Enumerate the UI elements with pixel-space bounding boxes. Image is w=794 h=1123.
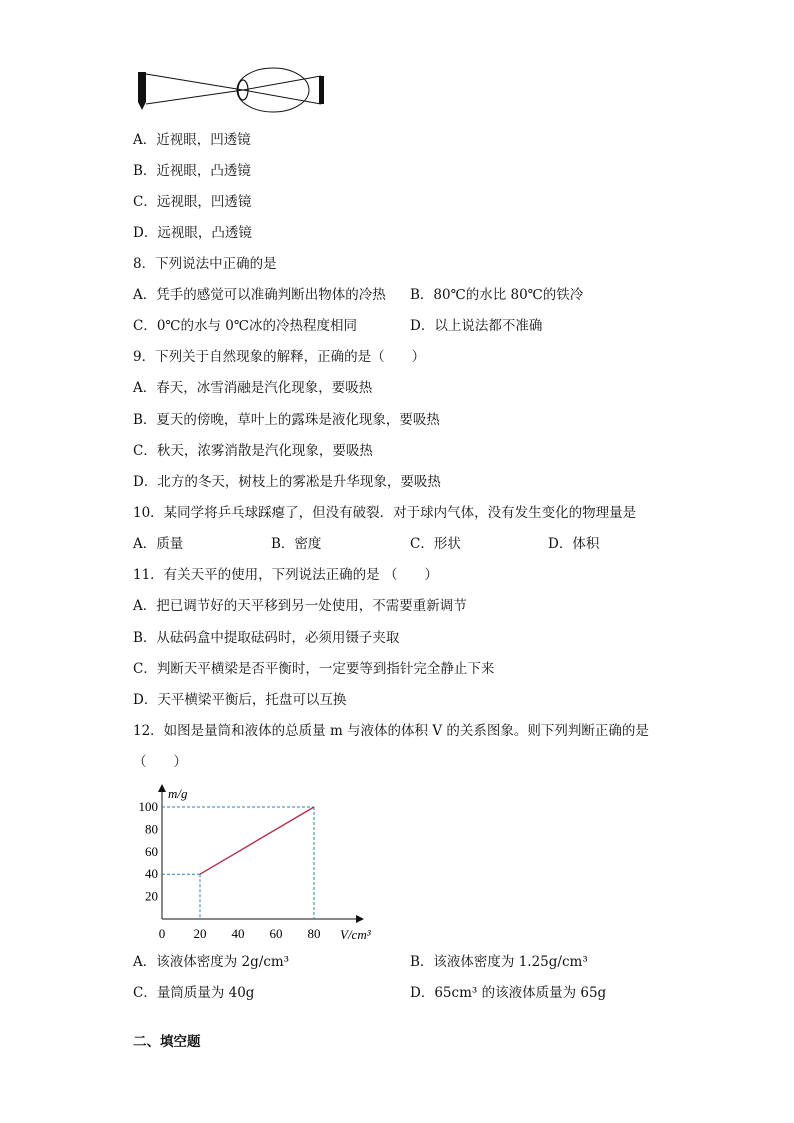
q8-option-b: B．80℃的水比 80℃的铁冷: [410, 287, 584, 303]
q9-option-b: B．夏天的傍晚，草叶上的露珠是液化现象，要吸热: [133, 412, 440, 428]
q11-stem: 11．有关天平的使用，下列说法正确的是 （ ）: [133, 567, 438, 583]
pencil-object-icon: [138, 72, 146, 110]
q7-option-d: D．远视眼，凸透镜: [133, 225, 252, 241]
y-tick-label: 40: [145, 866, 158, 882]
q8-option-c: C．0℃的水与 0℃冰的冷热程度相同: [133, 318, 358, 334]
eye-diagram: [133, 66, 333, 116]
q8-option-d: D．以上说法都不准确: [410, 318, 543, 334]
data-series-line: [200, 807, 314, 874]
q10-option-d: D．体积: [548, 536, 600, 552]
x-tick-label: 60: [269, 926, 283, 941]
q12-option-c: C．量筒质量为 40g: [133, 985, 255, 1001]
q9-stem: 9．下列关于自然现象的解释，正确的是（ ）: [133, 349, 426, 365]
q12-option-d: D．65cm³ 的该液体质量为 65g: [410, 985, 607, 1001]
q7-option-a: A．近视眼，凹透镜: [133, 132, 251, 148]
q10-option-c: C．形状: [410, 536, 461, 552]
section-heading: 二、填空题: [133, 1034, 201, 1050]
q9-option-a: A．春天，冰雪消融是汽化现象，要吸热: [133, 380, 373, 396]
q11-option-d: D．天平横梁平衡后，托盘可以互换: [133, 692, 347, 708]
q10-option-b: B．密度: [271, 536, 322, 552]
q12-option-a: A．该液体密度为 2g/cm³: [133, 954, 290, 970]
y-tick-label: 100: [138, 799, 158, 814]
q9-option-c: C．秋天，浓雾消散是汽化现象，要吸热: [133, 443, 373, 459]
q11-option-b: B．从砝码盒中提取砝码时，必须用镊子夹取: [133, 630, 400, 646]
q9-option-d: D．北方的冬天，树枝上的雾凇是升华现象，要吸热: [133, 474, 441, 490]
q7-option-b: B．近视眼，凸透镜: [133, 163, 251, 179]
q8-option-a: A．凭手的感觉可以准确判断出物体的冷热: [133, 287, 386, 303]
q12-stem: 12．如图是量筒和液体的总质量 m 与液体的体积 V 的关系图象。则下列判断正确的是: [133, 723, 649, 739]
q8-stem: 8．下列说法中正确的是: [133, 256, 277, 272]
x-tick-label: 0: [158, 926, 166, 941]
y-tick-label: 20: [145, 888, 158, 904]
q10-option-a: A．质量: [133, 536, 184, 552]
y-tick-label: 80: [145, 821, 158, 837]
q10-stem: 10．某同学将乒乓球踩瘪了，但没有破裂．对于球内气体，没有发生变化的物理量是: [133, 505, 637, 521]
y-axis-label: m/g: [168, 786, 188, 801]
q11-option-c: C．判断天平横梁是否平衡时，一定要等到指针完全静止下来: [133, 661, 495, 677]
q12-option-b: B．该液体密度为 1.25g/cm³: [410, 954, 588, 970]
x-tick-label: 20: [193, 926, 207, 941]
x-axis-label: V/cm³: [340, 927, 371, 942]
x-tick-label: 40: [231, 926, 245, 941]
y-tick-label: 60: [145, 843, 158, 859]
inverted-image-icon: [319, 76, 324, 104]
q12-answer-blank: （ ）: [133, 754, 187, 770]
q7-option-c: C．远视眼，凹透镜: [133, 194, 252, 210]
mass-volume-chart: [130, 778, 390, 948]
x-tick-label: 80: [307, 926, 321, 941]
q11-option-a: A．把已调节好的天平移到另一处使用，不需要重新调节: [133, 598, 467, 614]
